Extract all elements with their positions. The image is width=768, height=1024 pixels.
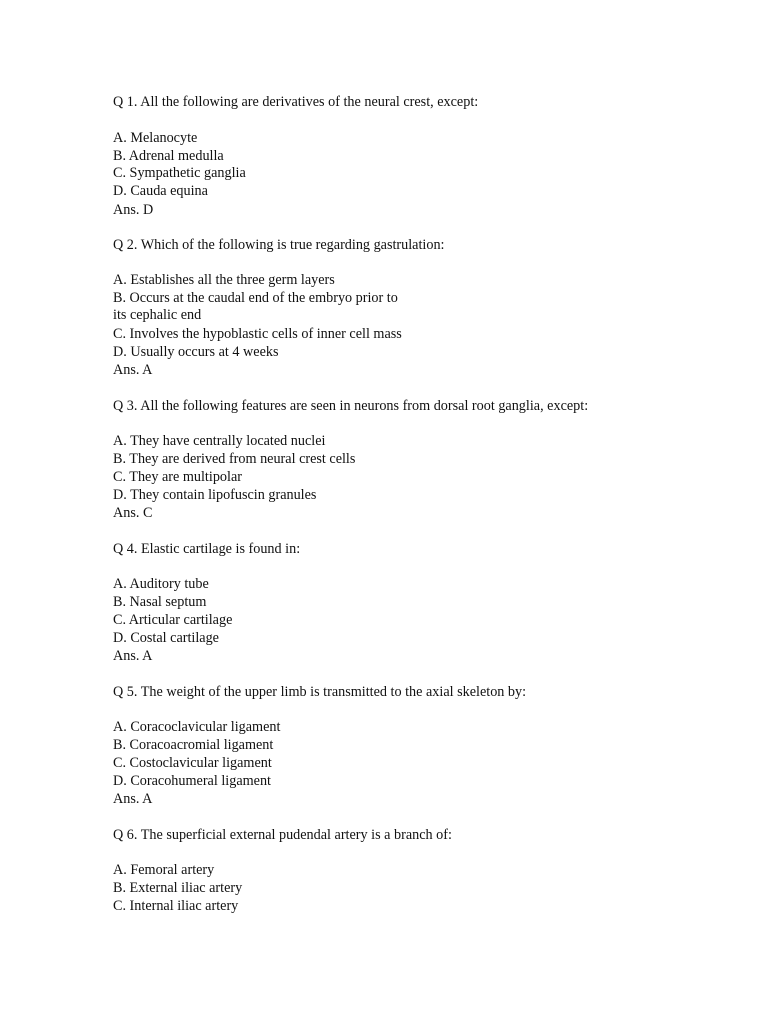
question-4-option-a: A. Auditory tube <box>113 576 209 592</box>
question-1-option-b: B. Adrenal medulla <box>113 148 224 164</box>
question-5-option-c: C. Costoclavicular ligament <box>113 755 272 771</box>
question-2-prompt: Q 2. Which of the following is true regarding gastrulation: <box>113 237 445 253</box>
question-3-option-c: C. They are multipolar <box>113 469 242 485</box>
question-3-answer: Ans. C <box>113 505 153 521</box>
question-3-option-a: A. They have centrally located nuclei <box>113 433 326 449</box>
question-1-option-d: D. Cauda equina <box>113 183 208 199</box>
question-4-option-b: B. Nasal septum <box>113 594 207 610</box>
question-3-option-b: B. They are derived from neural crest cells <box>113 451 356 467</box>
question-3-prompt: Q 3. All the following features are seen in neurons from dorsal root ganglia, except: <box>113 398 589 414</box>
question-6-option-c: C. Internal iliac artery <box>113 898 239 914</box>
question-5-option-b: B. Coracoacromial ligament <box>113 737 274 753</box>
question-5-option-a: A. Coracoclavicular ligament <box>113 719 281 735</box>
question-6-prompt: Q 6. The superficial external pudendal artery is a branch of: <box>113 827 452 843</box>
question-4-prompt: Q 4. Elastic cartilage is found in: <box>113 541 301 557</box>
question-3-option-d: D. They contain lipofuscin granules <box>113 487 317 503</box>
question-4-option-c: C. Articular cartilage <box>113 612 233 628</box>
question-1-answer: Ans. D <box>113 202 154 218</box>
question-1-option-c: C. Sympathetic ganglia <box>113 165 246 181</box>
question-2-option-c: C. Involves the hypoblastic cells of inner cell mass <box>113 326 402 342</box>
question-2-option-a: A. Establishes all the three germ layers <box>113 272 335 288</box>
question-1-prompt: Q 1. All the following are derivatives of the neural crest, except: <box>113 94 479 110</box>
question-5-prompt: Q 5. The weight of the upper limb is transmitted to the axial skeleton by: <box>113 684 527 700</box>
question-2-option-d: D. Usually occurs at 4 weeks <box>113 344 279 360</box>
question-2-answer: Ans. A <box>113 362 153 378</box>
question-6-option-a: A. Femoral artery <box>113 862 215 878</box>
question-2-option-b: B. Occurs at the caudal end of the embryo prior to <box>113 290 398 306</box>
question-1-option-a: A. Melanocyte <box>113 130 198 146</box>
question-4-answer: Ans. A <box>113 648 153 664</box>
question-6-option-b: B. External iliac artery <box>113 880 243 896</box>
question-5-answer: Ans. A <box>113 791 153 807</box>
question-4-option-d: D. Costal cartilage <box>113 630 219 646</box>
question-5-option-d: D. Coracohumeral ligament <box>113 773 271 789</box>
question-2-option-b-continued: its cephalic end <box>113 307 202 323</box>
